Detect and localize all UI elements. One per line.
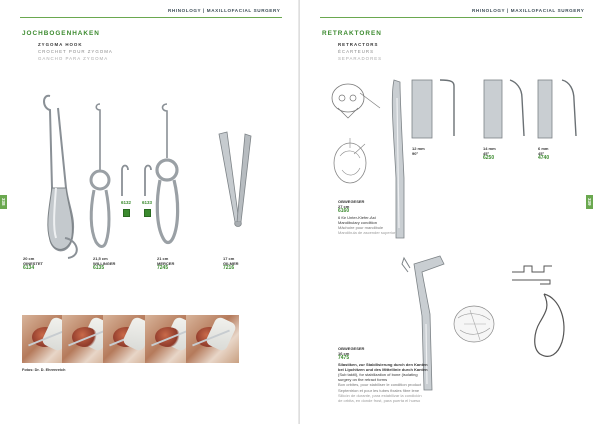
section-title: JOCHBOGENHAKEN xyxy=(22,30,100,37)
retractor-code: 6160 xyxy=(338,208,350,215)
product-size: 17 cm xyxy=(223,256,235,261)
retractor-desc-de: Silastiken, zur Stabilisierung durch den Kanten xyxy=(338,361,428,367)
product-name: MERCER xyxy=(157,261,175,267)
ginestet-hook-image xyxy=(38,88,88,258)
retractor-desc-de-3: (Sub taktil), for stabilization of bone (isolating xyxy=(338,372,418,378)
blade-code: 4740 xyxy=(538,155,550,162)
product-info-mercer xyxy=(157,256,174,272)
insert-marker-2 xyxy=(144,209,151,217)
subtitle-en: RETRACTORS xyxy=(338,42,379,47)
page-header: RHINOLOGY | MAXILLOFACIAL SURGERY xyxy=(168,8,281,13)
surgery-sketch-image xyxy=(450,300,500,348)
skull-sketch-image xyxy=(320,78,390,198)
retractor-desc-fr: Bon orbites, pour stabiliser le condition product xyxy=(338,382,422,388)
blade-size: 14 mm xyxy=(483,146,496,151)
blade-code: 6250 xyxy=(483,155,495,162)
blade-size: 6 mm xyxy=(538,146,549,151)
retractor-desc-es: Silicón de durante, para estabilizar la condición xyxy=(338,392,422,398)
insert-badge-2: 6133 xyxy=(142,200,153,205)
blade-profile-1-image xyxy=(410,78,460,140)
blade-angle: 45° xyxy=(538,151,545,157)
retractor-desc-fr-2: Septentrion et pour les tubes fixales fibre lene xyxy=(338,387,420,393)
subtitle-fr: CROCHET POUR ZYGOMA xyxy=(38,49,113,54)
page-number-tab: 338 xyxy=(0,195,7,209)
retractor-name: OBWEGESER xyxy=(338,199,365,204)
retractor-desc-de: 6 für Unter-Kiefer-Ast xyxy=(338,214,376,220)
subtitle-es: GANCHO PARA ZYGOMA xyxy=(38,56,109,61)
retractor-size: 27 cm xyxy=(338,204,350,210)
product-code: 7245 xyxy=(157,265,169,272)
gilmer-instrument-image xyxy=(215,130,255,230)
surgery-photo-5 xyxy=(186,315,239,363)
insert-hook-1-image xyxy=(118,162,130,196)
header-rule xyxy=(20,17,282,18)
blade-angle: 45° xyxy=(483,151,490,157)
header-rule xyxy=(320,17,582,18)
subtitle-fr: ÉCARTEURS xyxy=(338,49,374,54)
subtitle-es: SEPARADORES xyxy=(338,56,383,61)
product-code: 6134 xyxy=(23,265,35,272)
product-size: 20 cm xyxy=(23,256,35,261)
blade-spec-1 xyxy=(412,146,425,156)
retractor-desc-es: Mandíbula de ascender superior xyxy=(338,230,396,236)
retractor-desc-en: surgery on the retract forms xyxy=(338,377,388,383)
product-name: WILLINGER xyxy=(93,261,116,267)
wire-insert-image xyxy=(510,262,570,362)
retractor-size: 16 cm xyxy=(338,351,350,357)
photo-credit: Fotos: Dr. D. Ehrenreich xyxy=(22,368,66,372)
page-header: RHINOLOGY | MAXILLOFACIAL SURGERY xyxy=(472,8,585,13)
blade-size: 12 mm xyxy=(412,146,425,151)
page-number-tab: 339 xyxy=(586,195,593,209)
retractor-desc-de-2: bei Lipchitzen und des Mittellinie durch Kanten xyxy=(338,366,428,372)
product-name: GILMER xyxy=(223,261,239,267)
retractor-name: OBWEGESER xyxy=(338,346,365,351)
insert-badge-1: 6132 xyxy=(121,200,132,205)
willinger-hook-image xyxy=(88,100,112,250)
product-info-ginestet xyxy=(23,256,43,272)
product-size: 21,5 cm xyxy=(93,256,108,261)
retractor-desc-fr: Mâchoire pour mandibule xyxy=(338,225,384,231)
product-name: GINESTET xyxy=(23,261,44,267)
blade-angle: 90° xyxy=(412,151,419,157)
retractor-code: 7475 xyxy=(338,355,350,362)
subtitle-en: ZYGOMA HOOK xyxy=(38,42,83,47)
section-title: RETRAKTOREN xyxy=(322,30,382,37)
blade-profile-3-image xyxy=(536,78,586,140)
product-info-gilmer xyxy=(223,256,239,272)
product-code: 6135 xyxy=(93,265,105,272)
blade-spec-2 xyxy=(483,146,496,162)
retractor-2-info xyxy=(338,346,438,403)
product-code: 7216 xyxy=(223,265,235,272)
product-info-willinger xyxy=(93,256,115,272)
retractor-1-info xyxy=(338,199,395,235)
insert-marker-1 xyxy=(123,209,130,217)
retractor-desc-en: Mandibulary condition xyxy=(338,219,377,225)
product-size: 21 cm xyxy=(157,256,169,261)
retractor-desc-es-2: de orbita, en donde frost, para puerta el hueso xyxy=(338,398,421,404)
blade-profile-2-image xyxy=(482,78,532,140)
blade-spec-3 xyxy=(538,146,549,162)
mercer-hook-image xyxy=(152,100,182,250)
right-page xyxy=(300,0,600,424)
